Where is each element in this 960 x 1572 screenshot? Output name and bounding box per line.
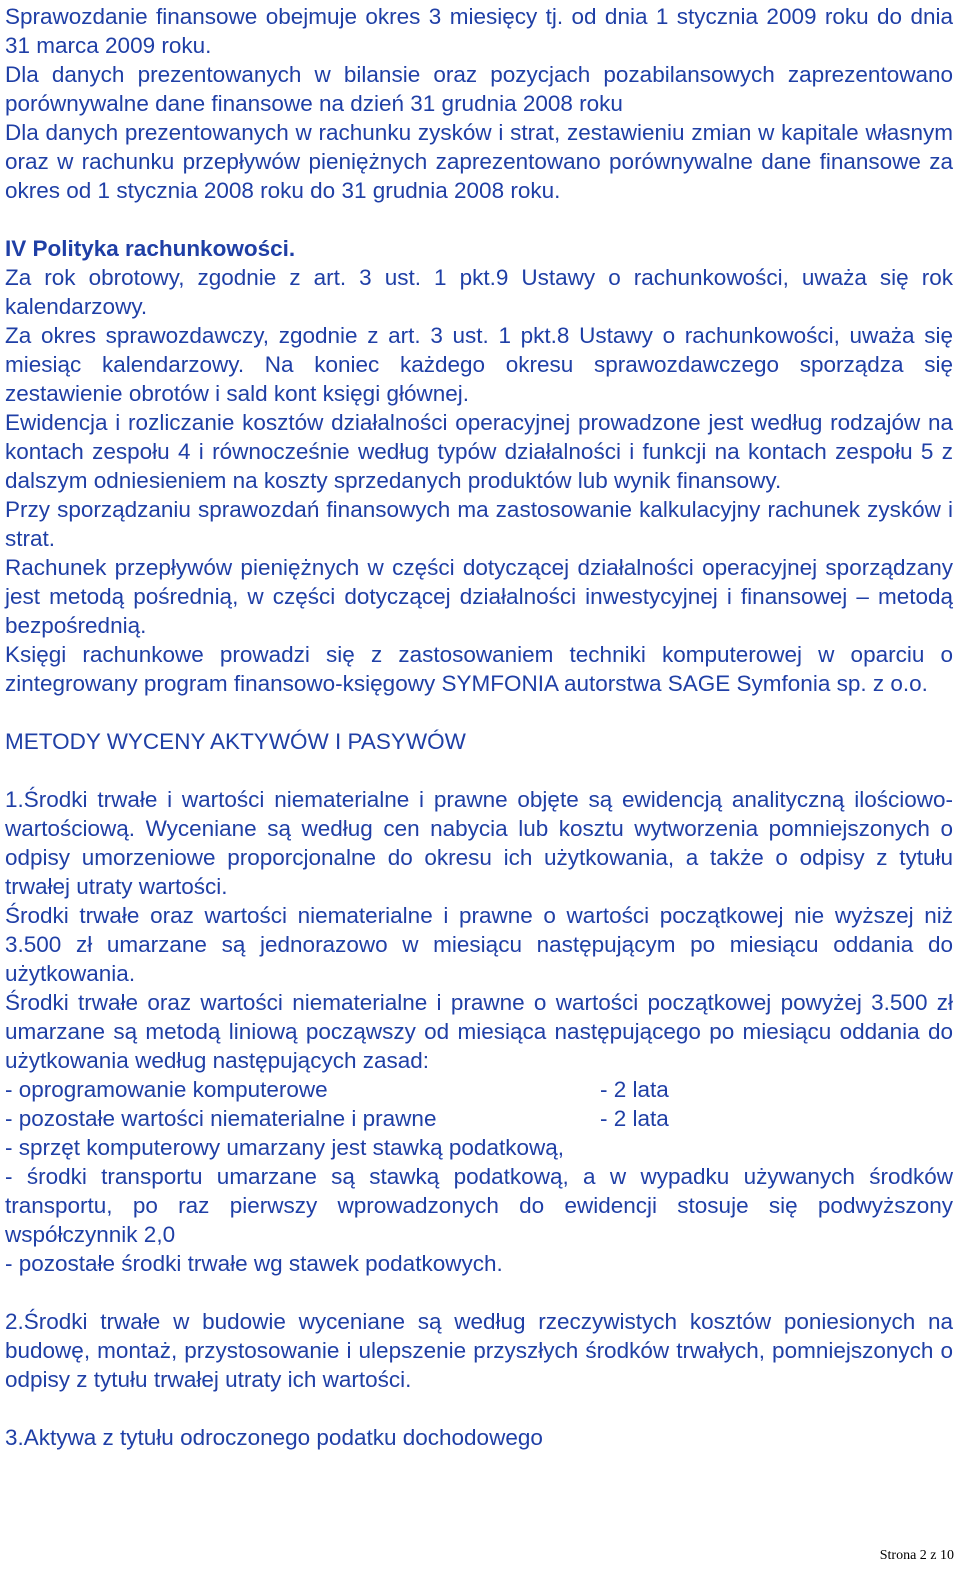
spacer — [5, 1394, 953, 1423]
methods-deferred-tax-heading: 3.Aktywa z tytułu odroczonego podatku dochodowego — [5, 1425, 543, 1450]
page-number: Strona 2 z 10 — [879, 1548, 954, 1563]
spacer — [5, 698, 953, 727]
methods-heading: METODY WYCENY AKTYWÓW I PASYWÓW — [5, 729, 466, 754]
methods-computer-equipment-line: - sprzęt komputerowy umarzany jest stawką podatkową, — [5, 1135, 564, 1160]
intro-balance-paragraph: Dla danych prezentowanych w bilansie oraz pozycjach pozabilansowych zaprezentowano porównywalne dane finansowe na dzień 31 grudnia 2008 roku — [5, 62, 953, 116]
spacer — [5, 1278, 953, 1307]
policy-income-statement-paragraph: Przy sporządzaniu sprawozdań finansowych ma zastosowanie kalkulacyjny rachunek zysków i strat. — [5, 497, 953, 551]
depreciation-rule-label: - pozostałe wartości niematerialne i prawne — [5, 1106, 437, 1131]
policy-heading: IV Polityka rachunkowości. — [5, 236, 296, 261]
spacer — [5, 756, 953, 785]
policy-accounting-software-paragraph: Księgi rachunkowe prowadzi się z zastosowaniem techniki komputerowej w oparciu o zintegrowany program finansowo-księgowy SYMFONIA autorstwa SAGE Symfonia sp. z o.o. — [5, 642, 953, 696]
intro-period-paragraph: Sprawozdanie finansowe obejmuje okres 3 miesięcy tj. od dnia 1 stycznia 2009 roku do dnia 31 marca 2009 roku. — [5, 4, 953, 58]
depreciation-rule-value: - 2 lata — [600, 1106, 669, 1131]
methods-transport-paragraph: - środki transportu umarzane są stawką podatkową, a w wypadku używanych środków transportu, po raz pierwszy wprowadzonych do ewidencji stosuje się podwyższony współczynnik 2,0 — [5, 1164, 953, 1247]
depreciation-rule-value: - 2 lata — [600, 1077, 669, 1102]
depreciation-rule-label: - oprogramowanie komputerowe — [5, 1077, 328, 1102]
methods-other-assets-line: - pozostałe środki trwałe wg stawek podatkowych. — [5, 1251, 503, 1276]
policy-reporting-period-paragraph: Za okres sprawozdawczy, zgodnie z art. 3 ust. 1 pkt.8 Ustawy o rachunkowości, uważa się miesiąc kalendarzowy. Na koniec każdego okresu sprawozdawczego sporządza się zestawienie obrotów i sald kont księgi głównej. — [5, 323, 953, 406]
policy-fiscal-year-paragraph: Za rok obrotowy, zgodnie z art. 3 ust. 1 pkt.9 Ustawy o rachunkowości, uważa się rok kalendarzowy. — [5, 265, 953, 319]
depreciation-rule-row — [5, 1104, 953, 1133]
methods-construction-paragraph: 2.Środki trwałe w budowie wyceniane są według rzeczywistych kosztów poniesionych na budowę, montaż, przystosowanie i ulepszenie przyszłych środków trwałych, pomniejszonych o odpisy z tytułu trwałej utraty ich wartości. — [5, 1309, 953, 1392]
spacer — [5, 205, 953, 234]
methods-fixed-assets-paragraph: 1.Środki trwałe i wartości niematerialne i prawne objęte są ewidencją analityczną ilościowo-wartościową. Wyceniane są według cen nabycia lub kosztu wytworzenia pomniejszonych o odpisy umorzeniowe proporcjonalne do okresu ich użytkowania, a także o odpisy z tytułu trwałej utraty wartości. — [5, 787, 953, 899]
depreciation-rule-row — [5, 1075, 953, 1104]
methods-low-value-assets-paragraph: Środki trwałe oraz wartości niematerialne i prawne o wartości początkowej nie wyższej niż 3.500 zł umarzane są jednorazowo w miesiącu następującym po miesiącu oddania do użytkowania. — [5, 903, 953, 986]
document-page — [5, 2, 953, 1452]
intro-income-paragraph: Dla danych prezentowanych w rachunku zysków i strat, zestawieniu zmian w kapitale własnym oraz w rachunku przepływów pieniężnych zaprezentowano porównywalne dane finansowe za okres od 1 stycznia 2008 roku do 31 grudnia 2008 roku. — [5, 120, 953, 203]
policy-cash-flow-paragraph: Rachunek przepływów pieniężnych w części dotyczącej działalności operacyjnej sporządzany jest metodą pośrednią, w części dotyczącej działalności inwestycyjnej i finansowej – metodą bezpośrednią. — [5, 555, 953, 638]
methods-depreciation-paragraph: Środki trwałe oraz wartości niematerialne i prawne o wartości początkowej powyżej 3.500 zł umarzane są metodą liniową począwszy od miesiąca następującego po miesiącu oddania do użytkowania według następujących zasad: — [5, 990, 953, 1073]
policy-cost-records-paragraph: Ewidencja i rozliczanie kosztów działalności operacyjnej prowadzone jest według rodzajów na kontach zespołu 4 i równocześnie według typów działalności i funkcji na kontach zespołu 5 z dalszym odniesieniem na koszty sprzedanych produktów lub wynik finansowy. — [5, 410, 953, 493]
